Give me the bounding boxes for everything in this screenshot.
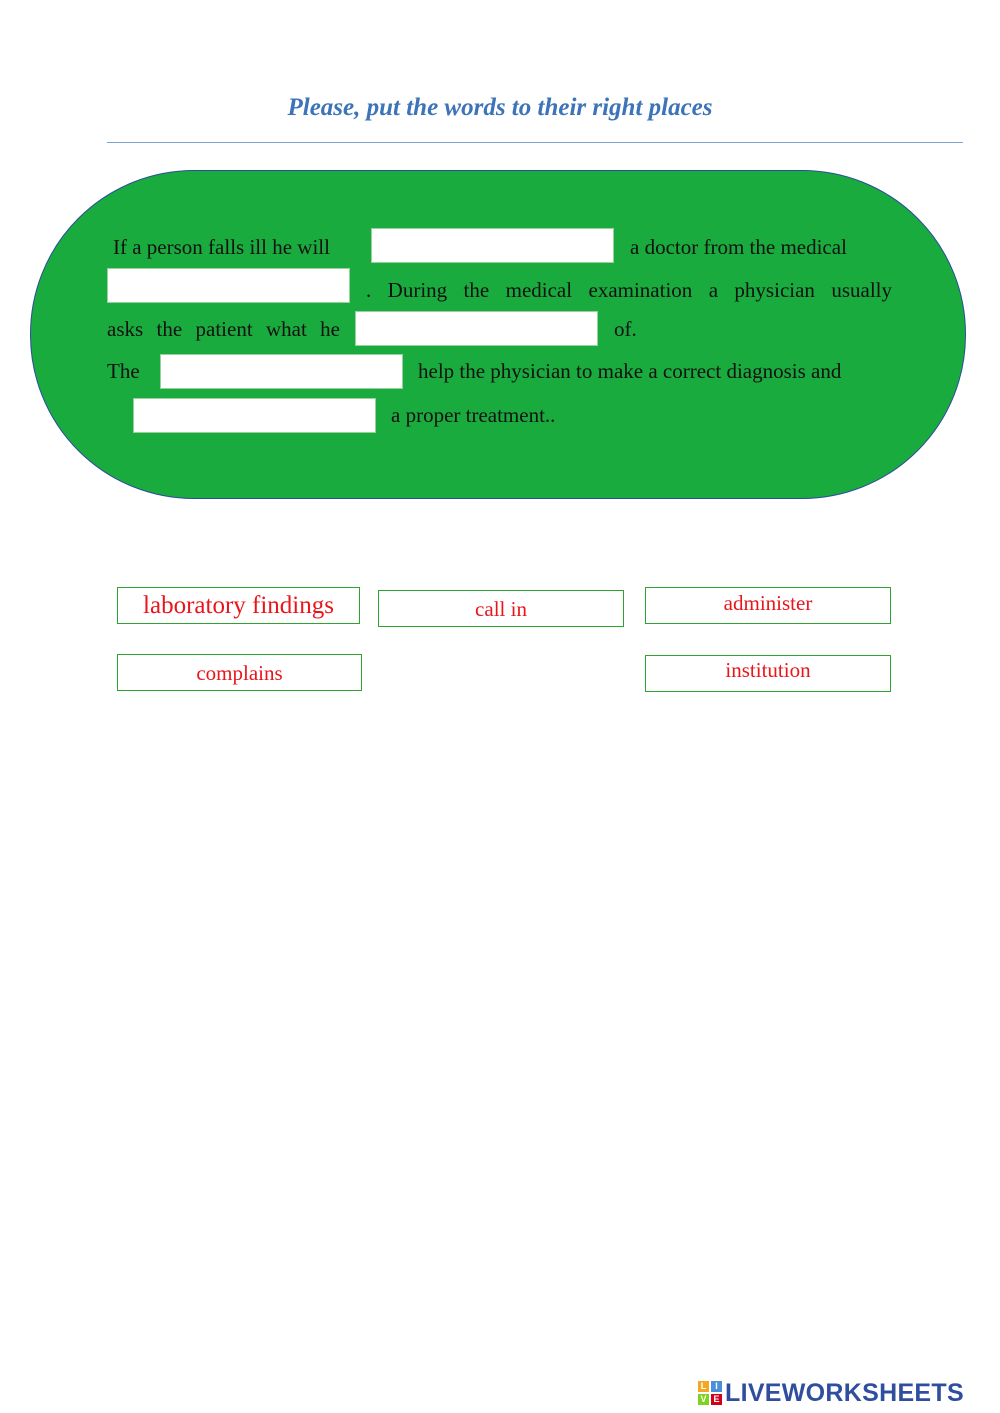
sentence-line-1-start: If a person falls ill he will (113, 235, 330, 259)
word-tile-laboratory-findings[interactable]: laboratory findings (117, 587, 360, 624)
sentence-line-3-start (107, 317, 340, 341)
title-divider (107, 142, 963, 143)
word-tile-complains[interactable]: complains (117, 654, 362, 691)
answer-blank-1[interactable] (371, 228, 614, 263)
answer-blank-2[interactable] (107, 268, 350, 303)
answer-blank-5[interactable] (133, 398, 376, 433)
logo-letter-v: V (698, 1394, 709, 1405)
sentence-line-2-end-text: . During the medical examination a physician usually (366, 278, 892, 302)
sentence-line-3-end: of. (614, 317, 637, 341)
word-tile-institution[interactable]: institution (645, 655, 891, 692)
sentence-line-3-start-text: asks the patient what he (107, 317, 340, 341)
sentence-line-2-end (366, 278, 892, 302)
sentence-line-4-end: help the physician to make a correct diagnosis and (418, 359, 842, 383)
sentence-line-5-end: a proper treatment.. (391, 403, 556, 427)
logo-letter-i: I (711, 1381, 722, 1392)
word-tile-call-in[interactable]: call in (378, 590, 624, 627)
answer-blank-4[interactable] (160, 354, 403, 389)
liveworksheets-logo (698, 1378, 964, 1408)
logo-letter-e: E (711, 1394, 722, 1405)
sentence-line-4-start: The (107, 359, 140, 383)
answer-blank-3[interactable] (355, 311, 598, 346)
logo-letter-l: L (698, 1381, 709, 1392)
liveworksheets-wordmark: LIVEWORKSHEETS (725, 1378, 964, 1407)
liveworksheets-logo-icon (698, 1381, 722, 1405)
sentence-line-1-end: a doctor from the medical (630, 235, 847, 259)
word-tile-administer[interactable]: administer (645, 587, 891, 624)
page-title: Please, put the words to their right places (287, 94, 713, 121)
